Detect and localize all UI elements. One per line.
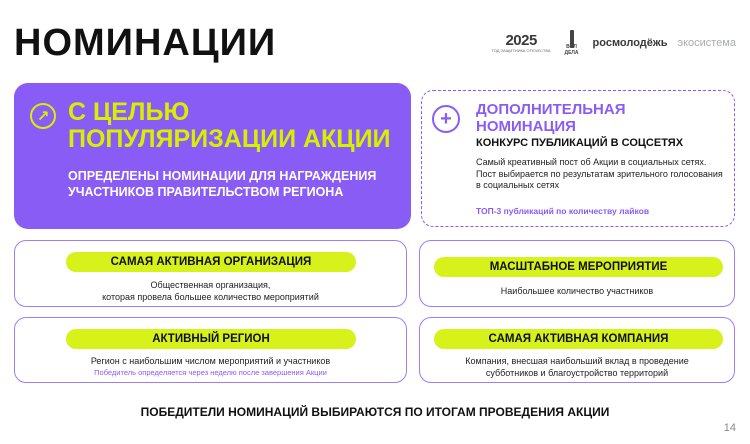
ecosystem-logo: экосистема <box>677 37 736 49</box>
nomination-title: АКТИВНЫЙ РЕГИОН <box>66 329 356 349</box>
nomination-title: САМАЯ АКТИВНАЯ ОРГАНИЗАЦИЯ <box>66 252 356 272</box>
nomination-description: Наибольшее количество участников <box>500 286 654 296</box>
year-2025-logo <box>492 33 551 54</box>
nomination-title: САМАЯ АКТИВНАЯ КОМПАНИЯ <box>434 329 723 349</box>
extra-heading-line2: НОМИНАЦИЯ <box>476 118 576 135</box>
extra-card-description: Самый креативный пост об Акции в социальных сетях. Пост выбирается по результатам зрительного голосования в социальных сетях <box>476 157 723 190</box>
extra-heading-line1: ДОПОЛНИТЕЛЬНАЯ <box>476 101 626 118</box>
vol-dela-logo <box>561 30 583 56</box>
nomination-desc-line1: Компания, внесшая наибольший вклад в проведение <box>465 356 689 366</box>
partner-logos <box>492 30 736 56</box>
main-nomination-card <box>14 83 411 229</box>
nomination-card-active-region <box>14 317 407 383</box>
extra-card-heading <box>476 101 626 135</box>
nomination-description <box>15 280 406 303</box>
nomination-note: Победитель определяется через неделю после завершения Акции <box>94 368 327 377</box>
nomination-desc-line2: субботников и благоустройство территорий <box>485 367 669 378</box>
arrow-up-right-icon: ↗ <box>30 103 56 129</box>
plus-icon: + <box>432 105 460 133</box>
main-card-heading: С ЦЕЛЬЮ ПОПУЛЯРИЗАЦИИ АКЦИИ <box>68 98 391 153</box>
nomination-title: МАСШТАБНОЕ МЕРОПРИЯТИЕ <box>434 257 723 277</box>
nomination-description <box>420 356 734 379</box>
nomination-description: Регион с наибольшим числом мероприятий и участников <box>90 356 331 366</box>
logo-year-caption: ГОД ЗАЩИТНИКА ОТЕЧЕСТВА <box>491 47 551 53</box>
rosmolodezh-logo: росмолодёжь <box>592 37 668 49</box>
nomination-desc-line1: Общественная организация, <box>150 280 271 290</box>
extra-nomination-card <box>421 90 735 227</box>
page-number: 14 <box>723 422 736 434</box>
vol-dela-text: ВОЛ ДЕЛА <box>564 44 579 56</box>
extra-card-top-note: ТОП-3 публикаций по количеству лайков <box>476 206 650 216</box>
page-title: НОМИНАЦИИ <box>14 22 277 64</box>
nomination-card-active-organization <box>14 240 407 307</box>
logo-year: 2025 <box>505 31 537 49</box>
main-card-subheading: ОПРЕДЕЛЕНЫ НОМИНАЦИИ ДЛЯ НАГРАЖДЕНИЯ УЧАСТНИКОВ ПРАВИТЕЛЬСТВОМ РЕГИОНА <box>68 169 377 199</box>
nomination-desc-line2: которая провела большее количество мероприятий <box>102 291 319 302</box>
extra-card-subheading: КОНКУРС ПУБЛИКАЦИЙ В СОЦСЕТЯХ <box>476 137 684 149</box>
footer-note: ПОБЕДИТЕЛИ НОМИНАЦИЙ ВЫБИРАЮТСЯ ПО ИТОГАМ ПРОВЕДЕНИЯ АКЦИИ <box>140 405 610 419</box>
nomination-card-active-company <box>419 317 735 383</box>
nomination-card-large-event <box>419 240 735 307</box>
